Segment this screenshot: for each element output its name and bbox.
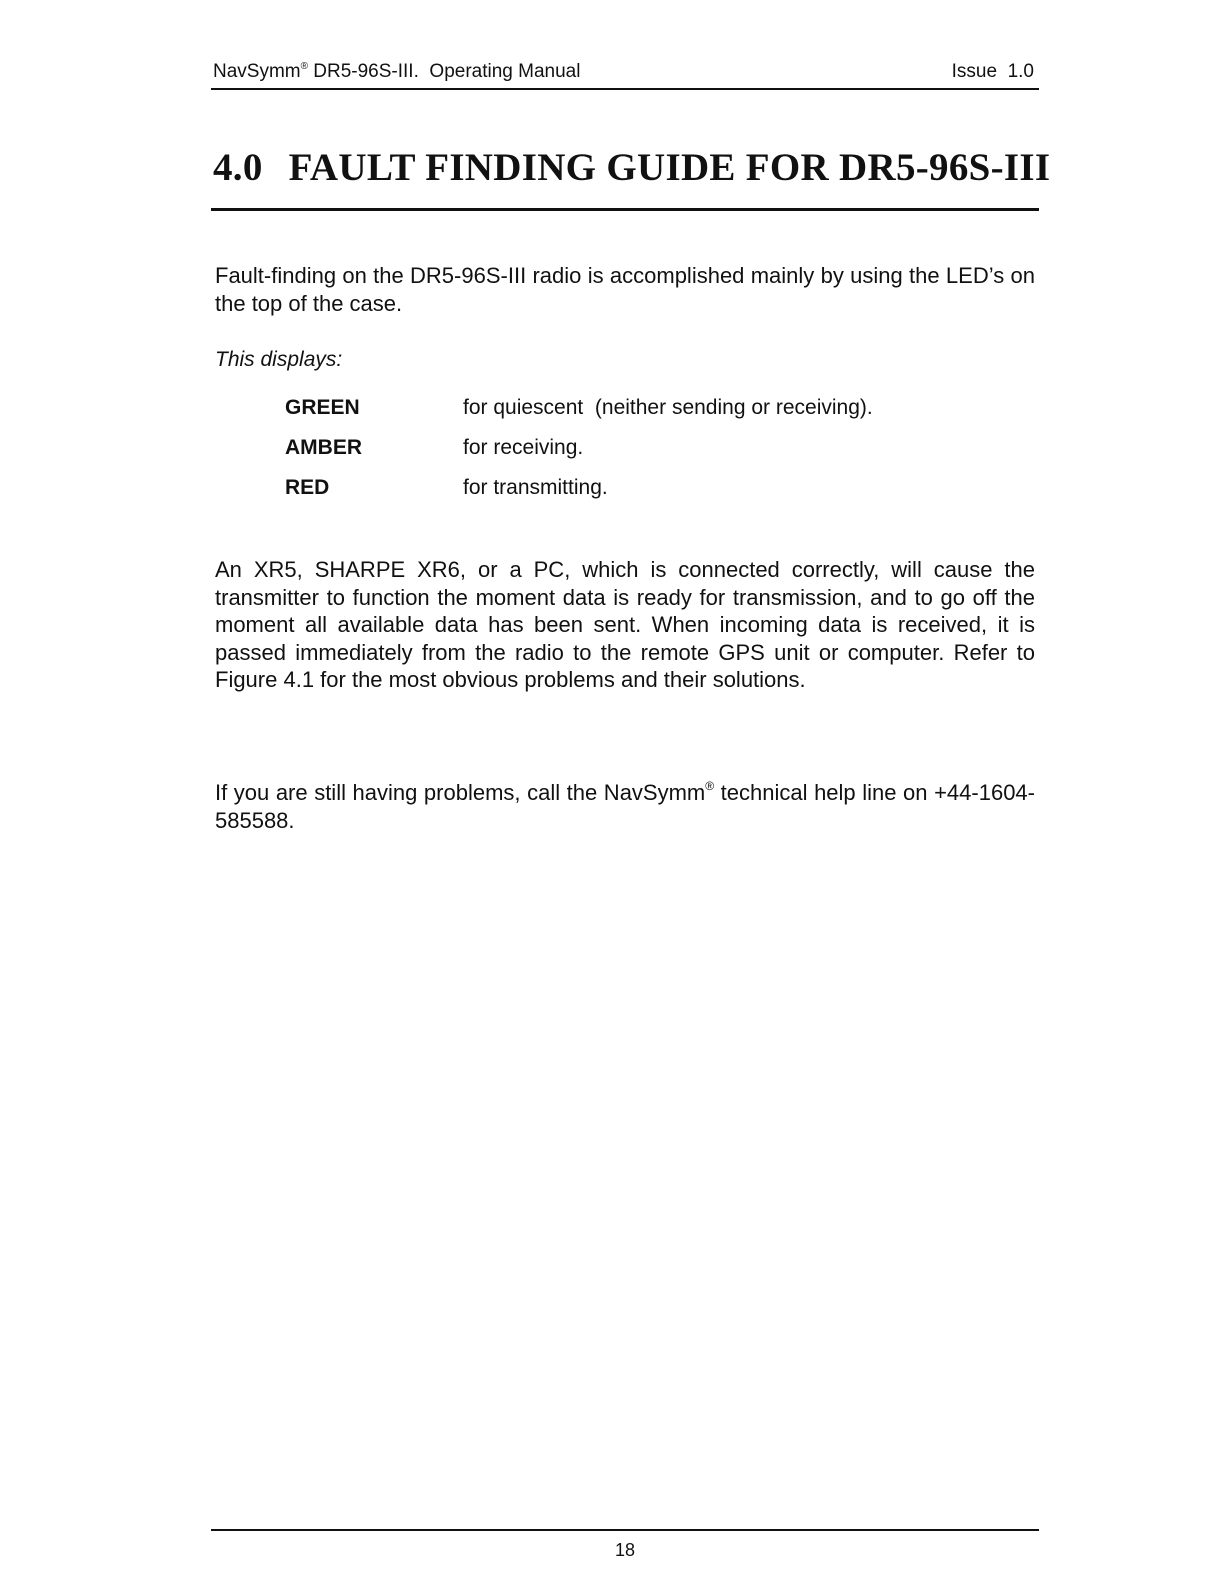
footer-divider <box>211 1529 1039 1531</box>
display-heading: This displays: <box>215 348 343 371</box>
help-text-start: If you are still having problems, call the NavSymm <box>215 780 706 805</box>
operation-paragraph: An XR5, SHARPE XR6, or a PC, which is connected correctly, will cause the transmitter to function the moment data is ready for transmission, and to go off the moment all available data has been sent. When incoming data is received, it is passed immediately from the radio to the remote GPS unit or computer. Refer to Figure 4.1 for the most obvious problems and their solutions. <box>215 557 1035 692</box>
section-title <box>213 145 1050 190</box>
led-meaning: for transmitting. <box>463 476 608 499</box>
help-paragraph <box>215 779 1035 835</box>
led-meaning: for receiving. <box>463 436 584 459</box>
issue-label: Issue 1.0 <box>951 61 1034 82</box>
registered-mark: ® <box>300 61 308 72</box>
header-divider <box>211 88 1039 90</box>
intro-paragraph: Fault-finding on the DR5-96S-III radio is accomplished mainly by using the LED’s on the top of the case. <box>215 263 1035 316</box>
led-color-label: AMBER <box>285 436 362 459</box>
led-legend <box>285 396 873 516</box>
legend-row-amber <box>285 436 873 476</box>
document-title: DR5-96S-III. Operating Manual <box>308 61 581 82</box>
registered-mark: ® <box>705 779 715 793</box>
section-number: 4.0 <box>213 146 263 189</box>
page-number: 18 <box>614 1540 636 1560</box>
led-color-label: RED <box>285 476 330 499</box>
legend-row-red <box>285 476 873 516</box>
help-text-end: technical help line on +44-1604-585588. <box>215 780 1035 833</box>
led-color-label: GREEN <box>285 396 360 419</box>
legend-row-green <box>285 396 873 436</box>
title-divider <box>211 208 1039 211</box>
running-header-title <box>213 61 580 83</box>
led-meaning: for quiescent (neither sending or receiving). <box>463 396 873 419</box>
section-title-text: FAULT FINDING GUIDE FOR DR5-96S-III <box>288 146 1051 189</box>
brand-name: NavSymm <box>213 61 301 82</box>
